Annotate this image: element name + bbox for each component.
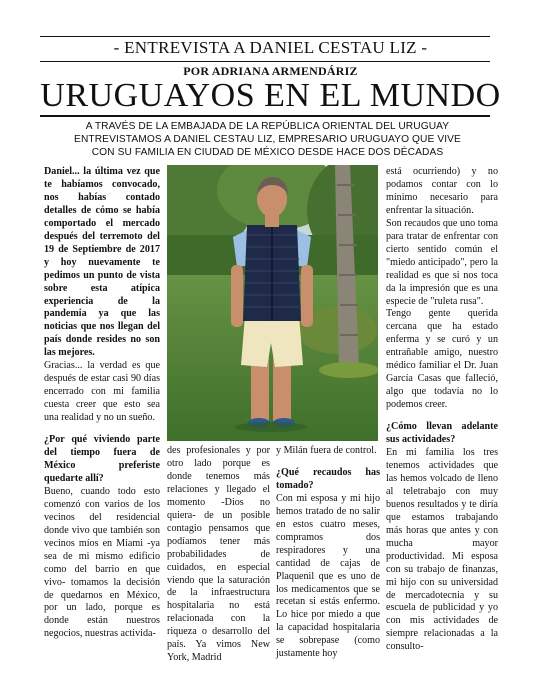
kicker-rule	[40, 61, 490, 62]
interview-answer: y Milán fuera de control.	[276, 445, 377, 456]
interview-question: ¿Qué recaudos has tomado?	[276, 466, 380, 491]
interview-answer: Con mi esposa y mi hijo hemos tratado de no salir en estos cuatro meses, compramos dos respiradores y una cantidad de cajas de Plaquenil que es uno de los medicamentos que se recetan si estás enfermo. Lo hice por miedo a que la capacidad hospitalaria se sobrepase (como justamente hoy	[276, 492, 380, 660]
interview-question: ¿Por qué viviendo parte del tiempo fuera de México preferiste quedarte allí?	[44, 434, 160, 484]
article-intro	[40, 120, 495, 159]
portrait-photo-icon	[167, 165, 378, 441]
interview-answer: Tengo gente querida cercana que ha estado enferma y se curó y un entrañable amigo, nuestro médico familiar el Dr. Juan García Casas que falleció, algo que todavía no lo podemos creer.	[386, 308, 498, 411]
top-rule	[40, 36, 490, 37]
interview-answer: Bueno, cuando todo esto comenzó con varios de los vecinos del residencial donde vivo que también son vecinos míos en Miami -ya sea de mi mismo edificio como del barrio en que vivo- tomamos la decisión de quedarnos en México, por un lado, porque es donde están nuestros negocios, nuestras activida-	[44, 485, 160, 640]
text-column-4	[386, 166, 498, 654]
text-column-1	[44, 166, 160, 641]
interview-question: Daniel... la última vez que te habíamos convocado, nos habías contado detalles de cómo se había comportado el mercado después del terremoto del 19 de Septiembre de 2017 y hoy nuevamente te pedimos un punto de vista sobre esta atípica experiencia de la pandemia ya que las noticias que nos llegan del país donde resides no son las mejores.	[44, 166, 160, 359]
intro-line: ENTREVISTAMOS A DANIEL CESTAU LIZ, EMPRESARIO URUGUAYO QUE VIVE	[74, 134, 461, 145]
portrait-photo	[167, 165, 378, 441]
intro-line: CON SU FAMILIA EN CIUDAD DE MÉXICO DESDE HACE DOS DÉCADAS	[91, 147, 444, 158]
article-byline: POR ADRIANA ARMENDÁRIZ	[183, 64, 358, 78]
interview-question: ¿Cómo llevan adelante sus actividades?	[386, 421, 498, 446]
interview-answer: Son recaudos que uno toma para tratar de enfrentar con cierto sentido común el "miedo anticipado", pero la realidad es que si nos toca da la impresión que es una especie de "ruleta rusa".	[386, 217, 498, 307]
article-headline: URUGUAYOS EN EL MUNDO	[40, 77, 501, 114]
interview-answer: está ocurriendo) y no podamos contar con lo mínimo necesario para enfrentar la situación.	[386, 166, 498, 216]
text-column-2	[167, 445, 270, 665]
headline-rule	[40, 115, 490, 117]
interview-answer: Gracias... la verdad es que después de estar casi 90 días encerrado con mi familia cuesta creer que esto sea una realidad y no un sueño.	[44, 360, 160, 424]
interview-answer: En mi familia los tres tenemos actividades que las hemos volcado de lleno al teletrabajo con muy buenos resultados y te diría que estamos trabajando más horas que antes y con mucha mayor productividad. Mi esposa con su trabajo de finanzas, mi hijo con su universidad de mercadotecnia y su escuela de publicidad y yo con mis actividades de siempre relacionadas a la consulto-	[386, 447, 498, 653]
text-column-3	[276, 445, 380, 661]
article-kicker: - ENTREVISTA A DANIEL CESTAU LIZ -	[113, 38, 428, 57]
intro-line: A TRAVÉS DE LA EMBAJADA DE LA REPÚBLICA ORIENTAL DEL URUGUAY	[85, 121, 450, 132]
interview-answer: des profesionales y por otro lado porque es donde tenemos más relaciones y llegado el momento -Dios no quiera- de un posible contagio pensamos que podíamos tener más probabilidades de cuidados, en especial viendo que la saturación de la infraestructura hospitalaria no está relacionada con la riqueza o desarrollo del país. Ya vimos New York, Madrid	[167, 445, 270, 664]
